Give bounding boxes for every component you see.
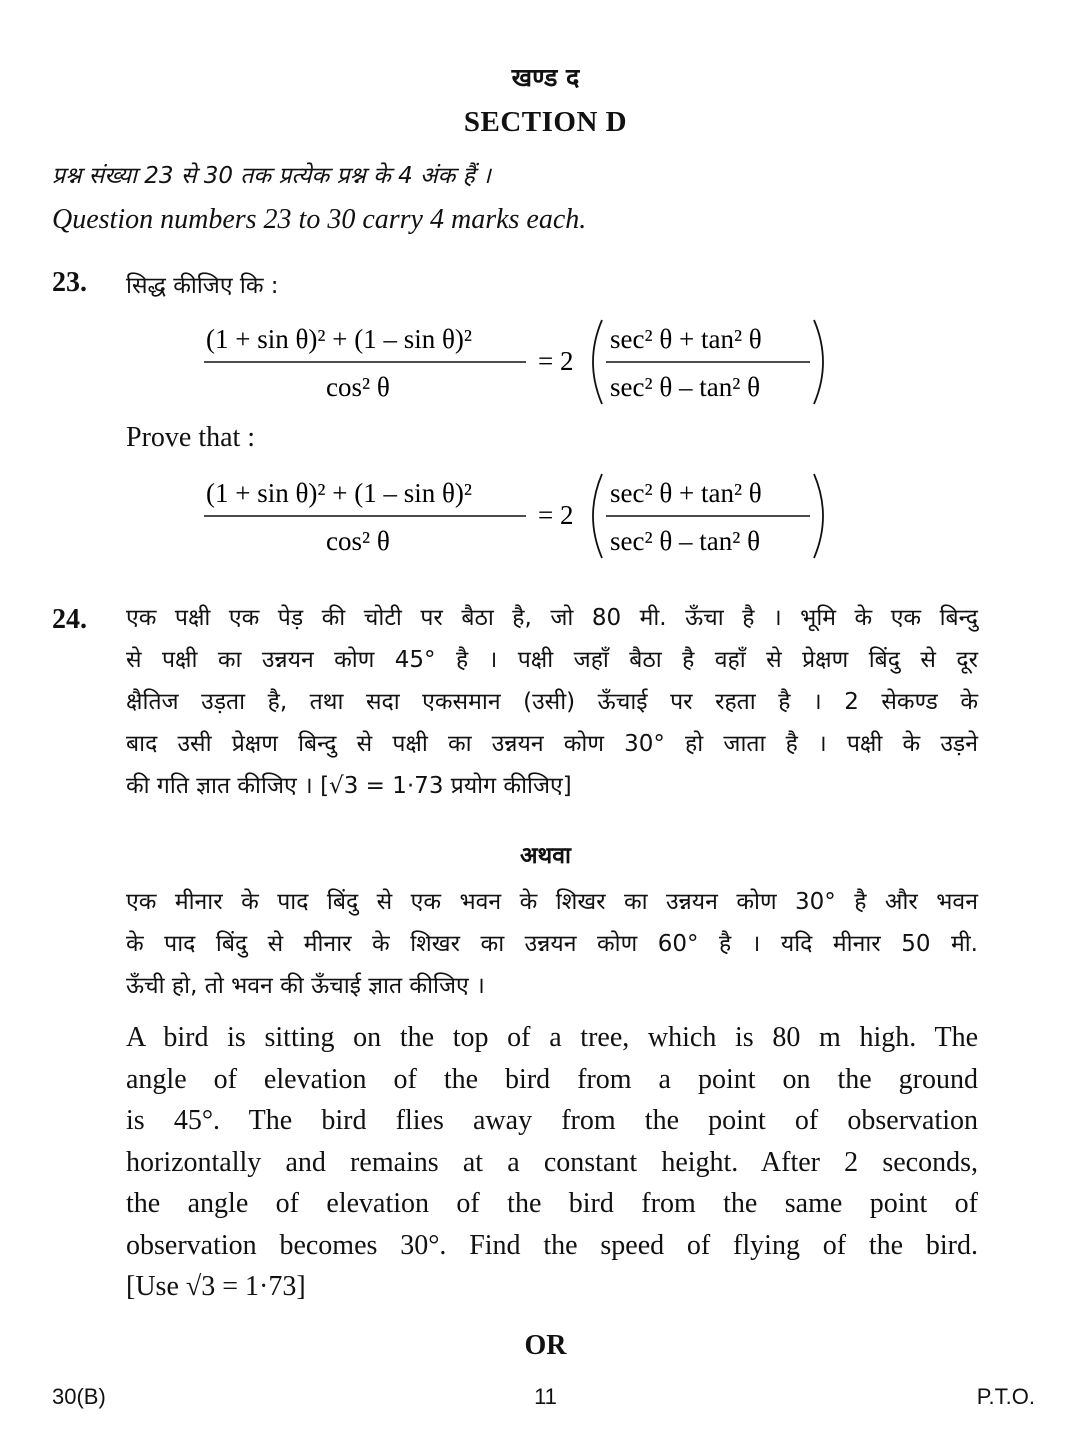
q24-hindi-line: क्षैतिज उड़ता है, तथा सदा एकसमान (उसी) ऊँचाई पर रहता है । 2 सेकण्ड के: [126, 689, 978, 715]
formula-rhs-denominator: sec² θ – tan² θ: [610, 372, 761, 402]
q23-prompt-english: Prove that :: [126, 422, 256, 453]
right-paren: [814, 474, 823, 558]
q24-hindi-line: से पक्षी का उन्नयन कोण 45° है । पक्षी जहाँ बैठा है वहाँ से प्रेक्षण बिंदु से दूर: [126, 647, 978, 673]
q24-english-paragraph: [126, 1022, 978, 1313]
q23-prompt-hindi: सिद्ध कीजिए कि :: [126, 273, 279, 299]
page-number: 11: [534, 1384, 557, 1409]
question-number-23: 23.: [52, 267, 87, 298]
formula-lhs-numerator: (1 + sin θ)² + (1 – sin θ)²: [206, 324, 472, 354]
q24-hindi-paragraph: [126, 600, 978, 810]
q24-english-line: horizontally and remains at a constant height. After 2 seconds,: [126, 1146, 978, 1178]
formula-rhs-denominator: sec² θ – tan² θ: [610, 526, 761, 556]
right-paren: [814, 320, 823, 404]
q24-english-line: the angle of elevation of the bird from the same point of: [126, 1188, 978, 1219]
q23-formula-english: [200, 466, 840, 570]
formula-equals: = 2: [538, 346, 574, 376]
instruction-english: Question numbers 23 to 30 carry 4 marks each.: [52, 204, 587, 235]
formula-rhs-numerator: sec² θ + tan² θ: [610, 478, 762, 508]
section-hindi-title: खण्ड द: [511, 63, 580, 92]
q24-alt-hindi-paragraph: [126, 884, 978, 1010]
q24-hindi-line: एक पक्षी एक पेड़ की चोटी पर बैठा है, जो 80 मी. ऊँचा है । भूमि के एक बिन्दु: [126, 605, 978, 631]
please-turn-over: P.T.O.: [976, 1384, 1035, 1409]
question-number-24: 24.: [52, 604, 87, 635]
q24-english-line: is 45°. The bird flies away from the point of observation: [126, 1105, 978, 1136]
q24-english-line: [Use √3 = 1·73]: [126, 1271, 306, 1302]
q24-english-line: observation becomes 30°. Find the speed of flying of the bird.: [126, 1229, 978, 1261]
left-paren: [593, 474, 602, 558]
formula-lhs-denominator: cos² θ: [326, 526, 390, 556]
q23-formula-hindi: [200, 312, 840, 416]
q24-english-line: A bird is sitting on the top of a tree, which is 80 m high. The: [126, 1022, 978, 1053]
formula-lhs-denominator: cos² θ: [326, 372, 390, 402]
paper-code: 30(B): [52, 1384, 106, 1409]
or-english: OR: [524, 1330, 567, 1361]
instruction-hindi: प्रश्न संख्या 23 से 30 तक प्रत्येक प्रश्न के 4 अंक हैं ।: [52, 163, 491, 189]
q24-english-line: angle of elevation of the bird from a point on the ground: [126, 1063, 978, 1095]
or-hindi: अथवा: [519, 843, 571, 869]
section-title: SECTION D: [463, 106, 628, 138]
q24-alt-hindi-line: एक मीनार के पाद बिंदु से एक भवन के शिखर का उन्नयन कोण 30° है और भवन: [126, 889, 978, 915]
formula-equals: = 2: [538, 500, 574, 530]
formula-lhs-numerator: (1 + sin θ)² + (1 – sin θ)²: [206, 478, 472, 508]
formula-rhs-numerator: sec² θ + tan² θ: [610, 324, 762, 354]
q24-alt-hindi-line: ऊँची हो, तो भवन की ऊँचाई ज्ञात कीजिए ।: [126, 973, 485, 999]
q24-alt-hindi-line: के पाद बिंदु से मीनार के शिखर का उन्नयन कोण 60° है । यदि मीनार 50 मी.: [126, 931, 978, 957]
q24-hindi-line: की गति ज्ञात कीजिए । [√3 = 1·73 प्रयोग कीजिए]: [126, 773, 572, 799]
left-paren: [593, 320, 602, 404]
q24-hindi-line: बाद उसी प्रेक्षण बिन्दु से पक्षी का उन्नयन कोण 30° हो जाता है । पक्षी के उड़ने: [126, 731, 978, 757]
